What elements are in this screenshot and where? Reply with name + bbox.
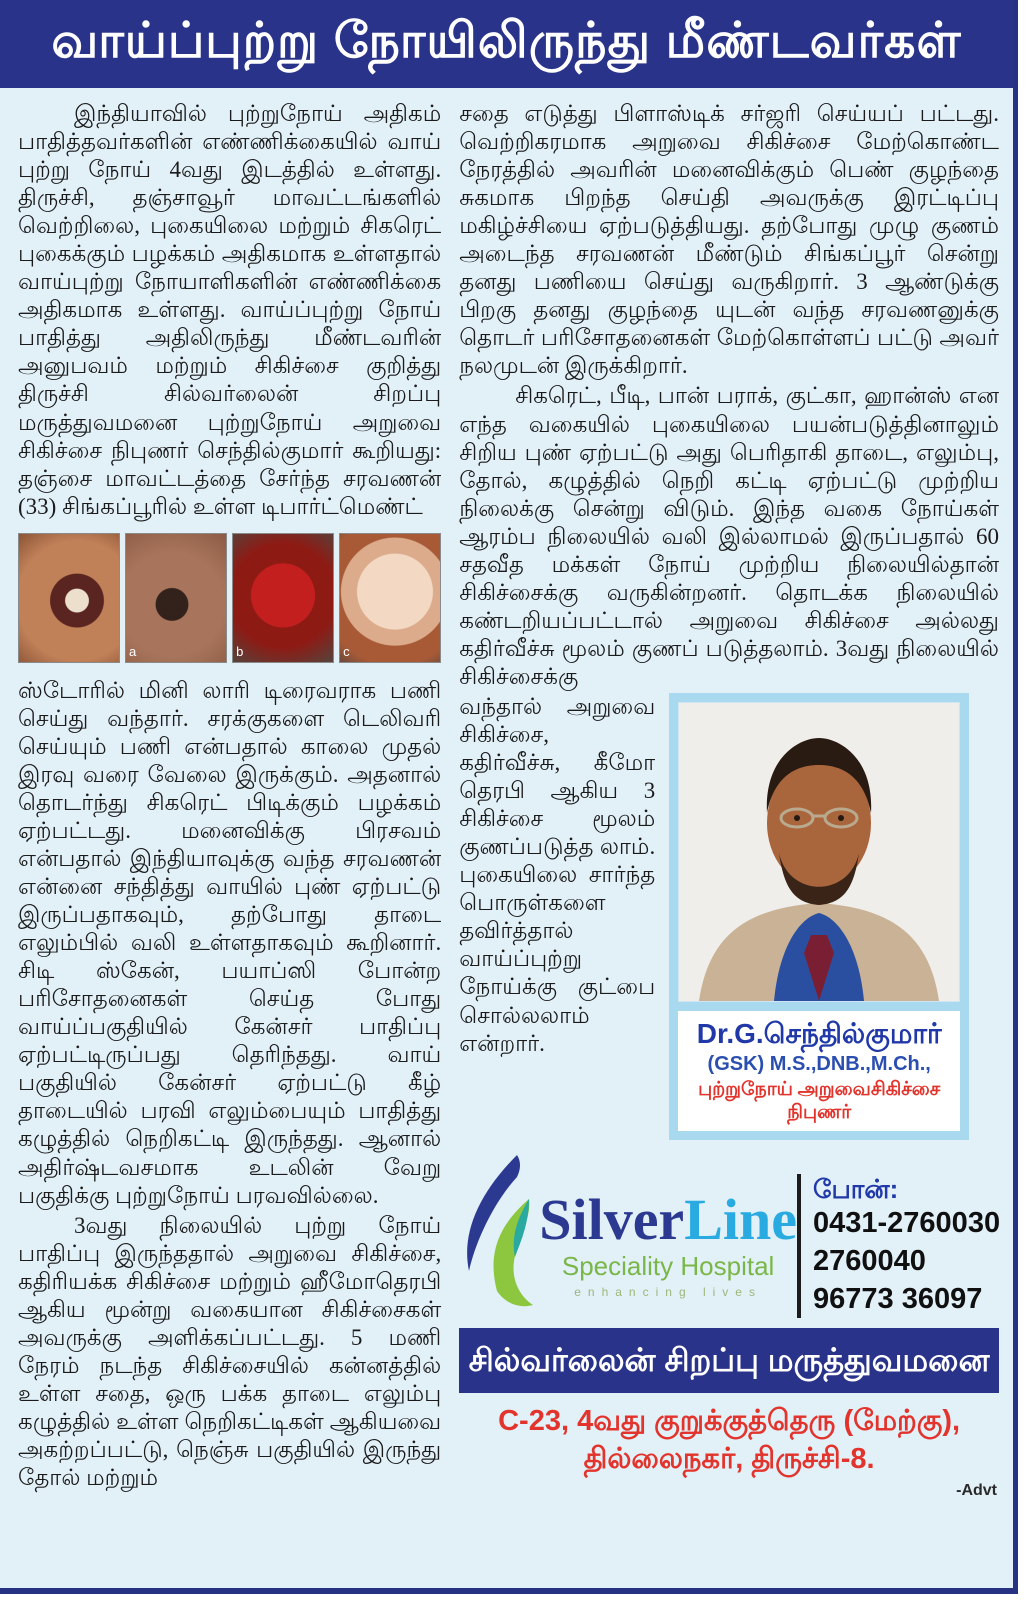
- paragraph: வந்தால் அறுவை சிகிச்சை, கதிர்வீச்சு, கீமோ தெரபி ஆகிய 3 சிகிச்சை மூலம் குணப்படுத்த லாம். புகையிலை சார்ந்த பொருள்களை தவிர்த்தால் வாய்ப்புற்று நோய்க்கு குட்பை சொல்லலாம் என்றார்.: [459, 693, 656, 1056]
- column-left: [18, 100, 441, 1500]
- logo-word-line: Line: [684, 1186, 797, 1252]
- phone-number: 96773 36097: [813, 1282, 983, 1315]
- oral-cancer-jaw-photo: [125, 533, 227, 663]
- phone-number: 2760040: [813, 1244, 926, 1277]
- photo-label: a: [129, 643, 137, 659]
- headline-bar: [0, 0, 1013, 88]
- phone-contact-block: [797, 1174, 999, 1319]
- silverline-swoosh-icon: [459, 1153, 545, 1313]
- address-line-1: C-23, 4வது குறுக்குத்தெரு (மேற்கு),: [498, 1405, 961, 1438]
- doctor-qualifications: (GSK) M.S.,DNB.,M.Ch.,: [707, 1052, 931, 1075]
- paragraph: இந்தியாவில் புற்றுநோய் அதிகம் பாதித்தவர்களின் எண்ணிக்கையில் வாய் புற்று நோய் 4வது இடத்தில் உள்ளது. திருச்சி, தஞ்சாவூர் மாவட்டங்களில் வெற்றிலை, புகையிலை மற்றும் சிகரெட் புகைக்கும் பழக்கம் அதிகமாக உள்ளதால் வாய்புற்று நோயாளிகளின் எண்ணிக்கை அதிகமாக உள்ளது. வாய்ப்புற்று நோய் பாதித்து அதிலிருந்து மீண்டவரின் அனுபவம் மற்றும் சிகிச்சை குறித்து திருச்சி சில்வர்லைன் சிறப்பு மருத்துவமனை புற்றுநோய் அறுவை சிகிச்சை நிபுணர் செந்தில்குமார் கூறியது: தஞ்சை மாவட்டத்தை சேர்ந்த சரவணன் (33) சிங்கப்பூரில் உள்ள டிபார்ட்மெண்ட்: [18, 101, 442, 519]
- paragraph: 3வது நிலையில் புற்று நோய் பாதிப்பு இருந்ததால் அறுவை சிகிச்சை, கதிரியக்க சிகிச்சை மற்றும் ஹீமோதெரபி ஆகிய மூன்று வகையான சிகிச்சைகள் அவருக்கு அளிக்கப்பட்டது. 5 மணி நேரம் நடந்த சிகிச்சையில் கன்னத்தில் உள்ள சதை, ஒரு பக்க தாடை எலும்பு கழுத்தில் உள்ள நெறிகட்டிகள் ஆகியவை அகற்றப்பட்டு, நெஞ்சு பகுதியில் இருந்து தோல் மற்றும்: [18, 1212, 442, 1491]
- hospital-name-banner: சில்வர்லைன் சிறப்பு மருத்துவமனை: [459, 1328, 999, 1393]
- paragraph: சிகரெட், பீடி, பான் பராக், குட்கா, ஹான்ஸ் என எந்த வகையில் புகையிலை பயன்படுத்தினாலும் சிறிய புண் ஏற்பட்டு அது பெரிதாகி தாடை, எலும்பு, தோல், கழுத்தில் நெறி கட்டி ஏற்பட்டு முற்றிய நிலைக்கு சென்று விடும். இந்த வகை நோய்கள் ஆரம்ப நிலையில் வலி இல்லாமல் இருப்பதால் 60 சதவீத மக்கள் நோய் முற்றிய நிலையில்தான் சிகிச்சைக்கு வருகின்றனர். தொடக்க நிலையில் கண்டறியப்பட்டால் அறுவை சிகிச்சை அல்லது கதிர்வீச்சு மூலம் குணப் படுத்தலாம். 3வது நிலையில் சிகிச்சைக்கு: [459, 383, 999, 689]
- logo-tagline: enhancing lives: [574, 1284, 762, 1299]
- address-line-2: தில்லைநகர், திருச்சி-8.: [583, 1443, 875, 1476]
- photo-label: c: [343, 643, 350, 659]
- doctor-designation: புற்றுநோய் அறுவைசிகிச்சை நிபுணர்: [698, 1079, 941, 1124]
- logo-subtitle: Speciality Hospital: [561, 1250, 775, 1281]
- hospital-address: [459, 1403, 999, 1478]
- skin-graft-photo: [339, 533, 441, 663]
- phone-number: 0431-2760030: [813, 1207, 1001, 1240]
- column-right: [459, 100, 999, 1500]
- headline-title: வாய்ப்புற்று நோயிலிருந்து மீண்டவர்கள்: [51, 13, 962, 68]
- surgery-wound-photo: [232, 533, 334, 663]
- phone-label: போன்:: [813, 1173, 899, 1204]
- hospital-logo-row: [459, 1148, 999, 1319]
- clinical-photo-strip: [18, 533, 441, 663]
- advt-label: -Advt: [956, 1481, 997, 1499]
- text-photo-wrap-region: [459, 693, 999, 1140]
- doctor-profile-box: [669, 693, 969, 1140]
- doctor-caption: [678, 1011, 960, 1131]
- silverline-wordmark: [539, 1186, 797, 1299]
- paragraph: ஸ்டோரில் மினி லாரி டிரைவராக பணி செய்து வந்தார். சரக்குகளை டெலிவரி செய்யும் பணி என்பதால் காலை முதல் இரவு வரை வேலை இருக்கும். அதனால் தொடர்ந்து சிகரெட் பிடிக்கும் பழக்கம் ஏற்பட்டது. மனைவிக்கு பிரசவம் என்பதால் இந்தியாவுக்கு வந்த சரவணன் என்னை சந்தித்து வாயில் புண் ஏற்பட்டு இருப்பதாகவும், தற்போது தாடை எலும்பில் வலி உள்ளதாகவும் கூறினார். சிடி ஸ்கேன், பயாப்ஸி போன்ற பரிசோதனைகள் செய்த போது வாய்ப்பகுதியில் கேன்சர் பாதிப்பு ஏற்பட்டிருப்பது தெரிந்தது. வாய் பகுதியில் கேன்சர் ஏற்பட்டு கீழ் தாடையில் பரவி எலும்பையும் பாதித்து கழுத்தில் நெறிகட்டி இருந்தது. ஆனால் அதிர்ஷ்டவசமாக உடலின் வேறு பகுதிக்கு புற்றுநோய் பரவவில்லை.: [18, 677, 442, 1208]
- doctor-portrait-illustration: [679, 703, 959, 1001]
- doctor-portrait-photo: [678, 702, 960, 1002]
- silverline-logo: [459, 1153, 797, 1313]
- oral-cancer-lesion-photo: [18, 533, 120, 663]
- photo-label: b: [236, 643, 244, 659]
- logo-main-text: [539, 1186, 797, 1252]
- article-body: [0, 88, 1013, 1500]
- paragraph: சதை எடுத்து பிளாஸ்டிக் சர்ஜரி செய்யப் பட்டது. வெற்றிகரமாக அறுவை சிகிச்சை மேற்கொண்ட நேரத்தில் அவரின் மனைவிக்கும் பெண் குழந்தை சுகமாக பிறந்த செய்தி அவருக்கு இரட்டிப்பு மகிழ்ச்சியை ஏற்படுத்தியது. தற்போது முழு குணம் அடைந்த சரவணன் மீண்டும் சிங்கப்பூர் சென்று தனது பணியை செய்து வருகிறார். 3 ஆண்டுக்கு பிறகு தனது குழந்தை யுடன் வந்த சரவணனுக்கு தொடர் பரிசோதனைகள் மேற்கொள்ளப் பட்டு அவர் நலமுடன் இருக்கிறார்.: [459, 101, 999, 379]
- logo-word-silver: Silver: [539, 1186, 685, 1252]
- doctor-name: Dr.G.செந்தில்குமார்: [696, 1017, 942, 1049]
